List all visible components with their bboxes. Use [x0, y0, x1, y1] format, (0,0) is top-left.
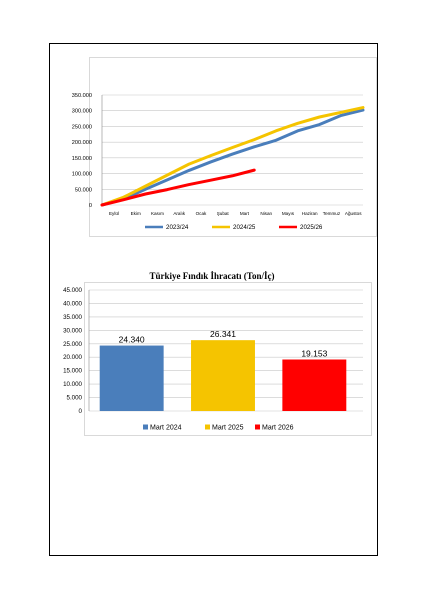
- bar-value-label: 19.153: [301, 348, 328, 359]
- bar-mart-2025: [191, 340, 255, 411]
- legend-label: 2023/24: [166, 224, 189, 232]
- x-tick-label: Ekim: [130, 211, 141, 216]
- legend-label: Mart 2025: [212, 424, 244, 432]
- x-tick-label: Kasım: [150, 211, 164, 216]
- bar-value-label: 26.341: [210, 329, 236, 340]
- y-tick-label: 15.000: [63, 367, 82, 375]
- legend-swatch: [255, 425, 260, 430]
- legend-label: 2024/25: [233, 224, 256, 232]
- x-tick-label: Ocak: [195, 211, 207, 216]
- x-tick-label: Aralık: [173, 211, 186, 216]
- legend-swatch: [143, 425, 148, 430]
- x-tick-label: Şubat: [216, 211, 229, 216]
- y-tick-label: 5.000: [66, 394, 82, 402]
- y-tick-label: 0: [88, 203, 92, 209]
- y-tick-label: 150.000: [71, 155, 92, 162]
- x-tick-label: Haziran: [301, 211, 318, 216]
- bar-mart-2024: [100, 346, 164, 411]
- y-tick-label: 0: [78, 408, 82, 415]
- series-line-2023-24: [102, 110, 363, 205]
- y-tick-label: 25.000: [63, 340, 82, 348]
- y-tick-label: 10.000: [63, 381, 82, 389]
- y-tick-label: 40.000: [63, 300, 82, 308]
- y-tick-label: 250.000: [71, 124, 92, 131]
- line-chart: [71, 57, 377, 237]
- y-tick-label: 45.000: [63, 287, 82, 294]
- x-tick-label: Mart: [239, 211, 250, 216]
- x-tick-label: Ağustos: [344, 211, 362, 216]
- y-tick-label: 30.000: [63, 327, 82, 335]
- y-tick-label: 300.000: [71, 108, 92, 115]
- x-tick-label: Nisan: [260, 211, 273, 216]
- bar-chart-title: Türkiye Fındık İhracatı (Ton/İç): [149, 271, 275, 281]
- y-tick-label: 50.000: [74, 187, 92, 194]
- x-tick-label: Temmuz: [322, 211, 341, 216]
- x-tick-label: Mayıs: [281, 211, 295, 216]
- y-tick-label: 20.000: [63, 354, 82, 362]
- line-chart-svg: [71, 58, 378, 238]
- legend-label: Mart 2026: [262, 424, 294, 432]
- y-tick-label: 100.000: [71, 171, 92, 178]
- y-tick-label: 35.000: [63, 313, 82, 321]
- legend-label: Mart 2024: [150, 424, 182, 432]
- legend-label: 2025/26: [300, 224, 323, 232]
- y-tick-label: 200.000: [71, 140, 92, 147]
- y-tick-label: 350.000: [71, 93, 92, 99]
- x-tick-label: Eylül: [108, 211, 119, 216]
- bar-value-label: 24.340: [118, 334, 145, 345]
- bar-mart-2026: [282, 359, 346, 411]
- bar-chart-svg: [63, 283, 373, 437]
- bar-chart: [63, 282, 372, 436]
- legend-swatch: [205, 425, 210, 430]
